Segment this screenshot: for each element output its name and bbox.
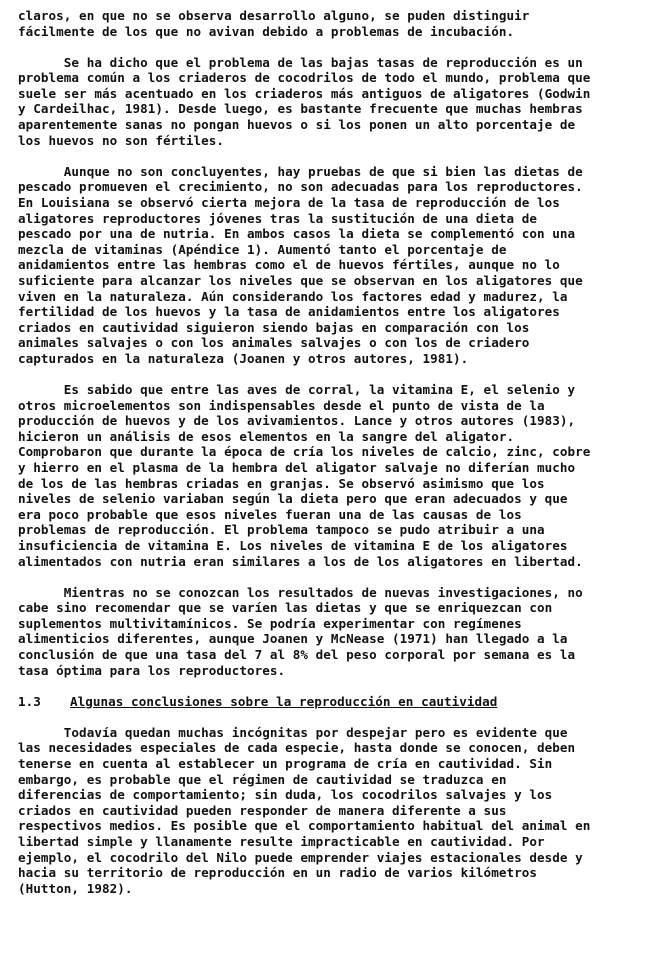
text-line: otros microelementos son indispensables desde el punto de vista de la: [18, 397, 545, 413]
text-line: los huevos no son fértiles.: [18, 132, 225, 148]
text-line: Mientras no se conozcan los resultados de nuevas investigaciones, no: [18, 584, 583, 600]
paragraph-vitamin-e: [18, 382, 633, 569]
text-line: tenerse en cuenta al establecer un programa de cría en cautividad. Sin: [18, 755, 553, 771]
text-line: pescado por una de nutria. En ambos casos la dieta se complementó con una: [18, 226, 576, 242]
text-line: En Louisiana se observó cierta mejora de la tasa de reproducción de los: [18, 194, 560, 210]
text-line: de los de las hembras criadas en granjas. Se observó asimismo que los: [18, 475, 545, 491]
text-line: fertilidad de los huevos y la tasa de anidamientos entre los aligatores: [18, 304, 560, 320]
paragraph-conclusions: [18, 725, 633, 897]
text-line: niveles de selenio variaban según la dieta pero que eran adecuados y que: [18, 491, 568, 507]
text-line: producción de huevos y de los avivamientos. Lance y otros autores (1983),: [18, 413, 576, 429]
text-line: hicieron un análisis de esos elementos en la sangre del aligator.: [18, 428, 515, 444]
text-line: mezcla de vitaminas (Apéndice 1). Aumentó tanto el porcentaje de: [18, 241, 507, 257]
text-line: viven en la naturaleza. Aún considerando los factores edad y madurez, la: [18, 288, 568, 304]
text-line: Se ha dicho que el problema de las bajas tasas de reproducción es un: [18, 54, 583, 70]
text-line: diferencias de comportamiento; sin duda, los cocodrilos salvajes y los: [18, 787, 553, 803]
text-line: problema común a los criaderos de cocodrilos de todo el mundo, problema que: [18, 70, 591, 86]
text-line: claros, en que no se observa desarrollo alguno, se puden distinguir: [18, 8, 530, 23]
document-page: [18, 8, 633, 912]
paragraph-incubation: [18, 8, 633, 39]
text-line: cabe sino recomendar que se varíen las dietas y que se enriquezcan con: [18, 600, 553, 616]
text-line: suele ser más acentuado en los criaderos más antiguos de aligatores (Godwin: [18, 85, 591, 101]
text-line: era poco probable que esos niveles fueran una de las causas de los: [18, 506, 522, 522]
text-line: alimentados con nutria eran similares a los de los aligatores en libertad.: [18, 553, 583, 569]
text-line: alimenticios diferentes, aunque Joanen y McNease (1971) han llegado a la: [18, 631, 568, 647]
text-line: pescado promueven el crecimiento, no son adecuadas para los reproductores.: [18, 179, 583, 195]
paragraph-low-reproduction: [18, 55, 633, 149]
text-line: fácilmente de los que no avivan debido a problemas de incubación.: [18, 23, 515, 39]
section-number: 1.3: [18, 693, 41, 709]
text-line: problemas de reproducción. El problema tampoco se pudo atribuir a una: [18, 522, 545, 538]
text-line: capturados en la naturaleza (Joanen y otros autores, 1981).: [18, 350, 469, 366]
text-line: criados en cautividad siguieron siendo bajas en comparación con los: [18, 319, 530, 335]
text-line: y Cardeilhac, 1981). Desde luego, es bastante frecuente que muchas hembras: [18, 101, 583, 117]
text-line: Comprobaron que durante la época de cría los niveles de calcio, zinc, cobre: [18, 444, 591, 460]
text-line: aparentemente sanas no pongan huevos o si los ponen un alto porcentaje de: [18, 117, 576, 133]
text-line: ejemplo, el cocodrilo del Nilo puede emprender viajes estacionales desde y: [18, 849, 583, 865]
text-line: hacia su territorio de reproducción en un radio de varios kilómetros: [18, 865, 537, 881]
text-line: suplementos multivitamínicos. Se podría experimentar con regímenes: [18, 615, 522, 631]
text-line: suficiente para alcanzar los niveles que se observan en los aligatores que: [18, 272, 583, 288]
text-line: insuficiencia de vitamina E. Los niveles de vitamina E de los aligatores: [18, 537, 568, 553]
text-line: Es sabido que entre las aves de corral, la vitamina E, el selenio y: [18, 381, 576, 397]
paragraph-diets: [18, 164, 633, 367]
text-line: embargo, es probable que el régimen de cautividad se traduzca en: [18, 771, 507, 787]
text-line: tasa óptima para los reproductores.: [18, 662, 286, 678]
text-line: aligatores reproductores jóvenes tras la sustitución de una dieta de: [18, 210, 537, 226]
text-line: las necesidades especiales de cada especie, hasta donde se conocen, deben: [18, 740, 576, 756]
text-line: anidamientos entre las hembras como el de huevos fértiles, aunque no lo: [18, 257, 560, 273]
text-line: Todavía quedan muchas incógnitas por despejar pero es evidente que: [18, 724, 568, 740]
text-line: conclusión de que una tasa del 7 al 8% del peso corporal por semana es la: [18, 646, 576, 662]
text-line: y hierro en el plasma de la hembra del aligator salvaje no diferían mucho: [18, 459, 576, 475]
text-line: respectivos medios. Es posible que el comportamiento habitual del animal en: [18, 818, 591, 834]
text-line: Aunque no son concluyentes, hay pruebas de que si bien las dietas de: [18, 163, 583, 179]
paragraph-recommendations: [18, 585, 633, 679]
text-line: libertad simple y llanamente resulte impracticable en cautividad. Por: [18, 833, 545, 849]
text-line: animales salvajes o con los animales salvajes o con los de criadero: [18, 335, 530, 351]
text-line: (Hutton, 1982).: [18, 880, 133, 896]
text-line: criados en cautividad pueden responder de manera diferente a sus: [18, 802, 507, 818]
section-title: Algunas conclusiones sobre la reproducción en cautividad: [70, 693, 498, 709]
section-heading: [18, 694, 633, 710]
